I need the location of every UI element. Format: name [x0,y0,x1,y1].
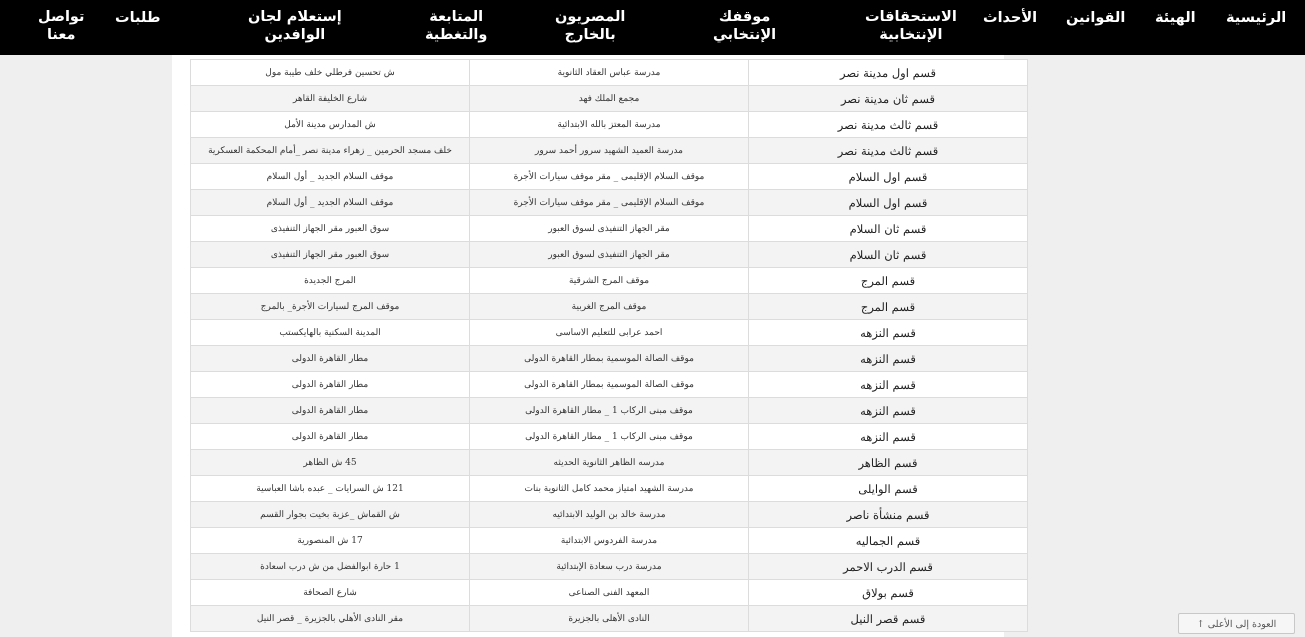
address-cell: 1 حارة ابوالفضل من ش درب اسعادة [191,554,470,580]
nav-laws[interactable]: القوانين [1066,10,1126,26]
committee-location-cell: موقف مبنى الركاب 1 _ مطار القاهرة الدولى [470,398,749,424]
committee-location-cell: مدرسة خالد بن الوليد الابتدائيه [470,502,749,528]
table-row [191,216,1028,242]
address-cell: المدينة السكنية بالهايكستب [191,320,470,346]
table-row [191,372,1028,398]
police-section-cell: قسم قصر النيل [749,606,1028,632]
committee-location-cell: موقف المرج الشرقية [470,268,749,294]
police-section-cell: قسم اول مدينة نصر [749,60,1028,86]
committee-location-cell: موقف مبنى الركاب 1 _ مطار القاهرة الدولى [470,424,749,450]
committee-location-cell: مقر الجهاز التنفيذى لسوق العبور [470,216,749,242]
nav-home[interactable]: الرئيسية [1226,10,1287,26]
table-row [191,268,1028,294]
polling-locations-table [190,59,1028,632]
table-row [191,450,1028,476]
nav-events[interactable]: الأحداث [983,10,1038,26]
table-row [191,138,1028,164]
police-section-cell: قسم الدرب الاحمر [749,554,1028,580]
committee-location-cell: موقف الصالة الموسمية بمطار القاهرة الدولى [470,372,749,398]
committee-location-cell: مجمع الملك فهد [470,86,749,112]
address-cell: شارع الخليفة القاهر [191,86,470,112]
address-cell: شارع الصحافة [191,580,470,606]
table-row [191,320,1028,346]
police-section-cell: قسم النزهه [749,346,1028,372]
address-cell: مقر النادى الأهلي بالجزيرة _ قصر النيل [191,606,470,632]
table-row [191,528,1028,554]
table-row [191,424,1028,450]
address-cell: موقف المرج لسيارات الأجرة_ بالمرج [191,294,470,320]
nav-expat-committee-inquiry[interactable] [248,8,342,44]
police-section-cell: قسم ثالث مدينة نصر [749,112,1028,138]
table-row [191,164,1028,190]
police-section-cell: قسم الوايلى [749,476,1028,502]
committee-location-cell: مدرسة الفردوس الابتدائية [470,528,749,554]
polling-locations-table-body [191,60,1028,632]
committee-location-cell: موقف المرج الغربية [470,294,749,320]
nav-follow-up-coverage-line1: المتابعة [429,9,484,25]
top-navigation-bar [0,0,1305,55]
committee-location-cell: مقر الجهاز التنفيذى لسوق العبور [470,242,749,268]
nav-election-entitlements-line2: الإنتخابية [879,27,943,43]
table-row [191,190,1028,216]
nav-egyptians-abroad-line1: المصريون [555,9,626,25]
police-section-cell: قسم النزهه [749,372,1028,398]
nav-election-entitlements[interactable] [865,8,957,44]
police-section-cell: قسم المرج [749,294,1028,320]
nav-contact-us-line1: تواصل [38,9,85,25]
table-row [191,580,1028,606]
committee-location-cell: مدرسة العميد الشهيد سرور أحمد سرور [470,138,749,164]
table-row [191,346,1028,372]
nav-follow-up-coverage[interactable] [425,8,487,44]
nav-electoral-position[interactable] [713,8,776,44]
police-section-cell: قسم ثان السلام [749,216,1028,242]
nav-egyptians-abroad-line2: بالخارج [564,27,616,43]
address-cell: مطار القاهرة الدولى [191,398,470,424]
nav-follow-up-coverage-line2: والتغطية [425,27,488,43]
address-cell: سوق العبور مقر الجهاز التنفيذى [191,216,470,242]
committee-location-cell: موقف السلام الإقليمى _ مقر موقف سيارات الأجرة [470,190,749,216]
table-row [191,476,1028,502]
nav-electoral-position-line1: موقفك [718,9,771,25]
committee-location-cell: المعهد الفنى الصناعى [470,580,749,606]
address-cell: خلف مسجد الحرمين _ زهراء مدينة نصر _أمام المحكمة العسكرية [191,138,470,164]
police-section-cell: قسم منشأة ناصر [749,502,1028,528]
committee-location-cell: مدرسة المعتز بالله الابتدائية [470,112,749,138]
address-cell: ش تحسين فرطلي خلف طيبة مول [191,60,470,86]
table-row [191,294,1028,320]
address-cell: ش القماش _عزبة بخيت بجوار القسم [191,502,470,528]
nav-egyptians-abroad[interactable] [555,8,625,44]
address-cell: 45 ش الظاهر [191,450,470,476]
nav-expat-committee-inquiry-line2: الوافدين [264,27,326,43]
police-section-cell: قسم بولاق [749,580,1028,606]
table-row [191,606,1028,632]
police-section-cell: قسم الظاهر [749,450,1028,476]
police-section-cell: قسم النزهه [749,398,1028,424]
police-section-cell: قسم النزهه [749,424,1028,450]
committee-location-cell: مدرسه الظاهر الثانوية الحديثه [470,450,749,476]
address-cell: المرج الجديدة [191,268,470,294]
nav-election-entitlements-line1: الاستحقاقات [865,9,957,25]
nav-electoral-position-line2: الإنتخابي [713,27,777,43]
table-row [191,554,1028,580]
table-row [191,86,1028,112]
police-section-cell: قسم اول السلام [749,190,1028,216]
address-cell: موقف السلام الجديد _ أول السلام [191,164,470,190]
police-section-cell: قسم ثان السلام [749,242,1028,268]
police-section-cell: قسم الجماليه [749,528,1028,554]
address-cell: مطار القاهرة الدولى [191,372,470,398]
table-row [191,60,1028,86]
nav-authority[interactable]: الهيئة [1155,10,1196,26]
nav-contact-us-line2: معنا [46,27,76,43]
committee-location-cell: النادى الأهلى بالجزيرة [470,606,749,632]
address-cell: مطار القاهرة الدولى [191,346,470,372]
table-row [191,112,1028,138]
table-row [191,242,1028,268]
committee-location-cell: موقف الصالة الموسمية بمطار القاهرة الدولى [470,346,749,372]
address-cell: ش المدارس مدينة الأمل [191,112,470,138]
committee-location-cell: موقف السلام الإقليمى _ مقر موقف سيارات الأجرة [470,164,749,190]
nav-expat-committee-inquiry-line1: إستعلام لجان [248,9,342,25]
address-cell: 121 ش السرايات _ عبده باشا العباسية [191,476,470,502]
police-section-cell: قسم ثالث مدينة نصر [749,138,1028,164]
table-row [191,398,1028,424]
committee-location-cell: احمد عرابى للتعليم الاساسى [470,320,749,346]
police-section-cell: قسم ثان مدينة نصر [749,86,1028,112]
table-row [191,502,1028,528]
nav-requests[interactable]: طلبات [115,10,161,26]
committee-location-cell: مدرسة درب سعادة الإبتدائية [470,554,749,580]
address-cell: 17 ش المنصورية [191,528,470,554]
address-cell: سوق العبور مقر الجهاز التنفيذى [191,242,470,268]
back-to-top-button[interactable]: العودة إلى الأعلى ↑ [1178,613,1295,634]
address-cell: موقف السلام الجديد _ أول السلام [191,190,470,216]
police-section-cell: قسم المرج [749,268,1028,294]
police-section-cell: قسم النزهه [749,320,1028,346]
committee-location-cell: مدرسة الشهيد امتياز محمد كامل الثانوية بنات [470,476,749,502]
nav-contact-us[interactable] [38,8,84,44]
police-section-cell: قسم اول السلام [749,164,1028,190]
committee-location-cell: مدرسة عباس العقاد الثانوية [470,60,749,86]
address-cell: مطار القاهرة الدولى [191,424,470,450]
